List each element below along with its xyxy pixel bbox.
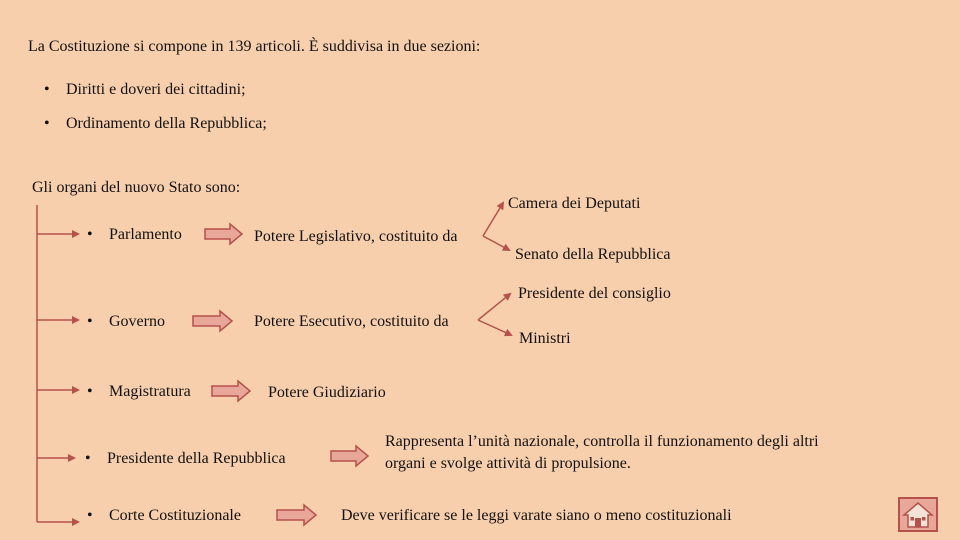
arrow-parlamento: [205, 224, 242, 244]
arrow-governo: [193, 311, 232, 331]
arrow-magistratura: [212, 381, 250, 401]
organ-label: Parlamento: [109, 226, 182, 243]
fork-parlamento-senato: [483, 236, 509, 250]
organ-magistratura: [87, 383, 191, 401]
governo-description: Potere Esecutivo, costituito da: [254, 313, 449, 330]
presidente-description-line1: Rappresenta l’unità nazionale, controlla il funzionamento degli altri: [385, 433, 819, 450]
corte-description: Deve verificare se le leggi varate siano o meno costituzionali: [341, 507, 732, 524]
home-button[interactable]: [898, 497, 938, 532]
arrow-corte: [277, 505, 316, 525]
magistratura-description: Potere Giudiziario: [268, 384, 386, 401]
section-item: [44, 115, 267, 133]
organ-parlamento: [87, 226, 182, 244]
fork-governo-presidente: [478, 294, 510, 320]
organ-label: Governo: [109, 313, 165, 330]
organ-corte: [87, 507, 241, 525]
section-item-label: Ordinamento della Repubblica;: [66, 115, 267, 132]
member-presidente-consiglio: Presidente del consiglio: [518, 285, 671, 302]
parlamento-description: Potere Legislativo, costituito da: [254, 228, 458, 245]
arrow-presidente: [331, 446, 368, 466]
home-icon: [900, 499, 936, 530]
presidente-description-line2: organi e svolge attività di propulsione.: [385, 455, 631, 472]
organ-governo: [87, 313, 165, 331]
intro-text: La Costituzione si compone in 139 articoli. È suddivisa in due sezioni:: [28, 38, 481, 55]
fork-parlamento-camera: [483, 203, 503, 236]
organ-label: Corte Costituzionale: [109, 507, 241, 524]
member-camera: Camera dei Deputati: [508, 195, 641, 212]
member-senato: Senato della Repubblica: [515, 246, 671, 263]
member-ministri: Ministri: [519, 330, 571, 347]
section-item: [44, 81, 246, 99]
fork-governo-ministri: [478, 320, 511, 335]
organ-label: Magistratura: [109, 383, 191, 400]
organs-heading: Gli organi del nuovo Stato sono:: [32, 179, 241, 196]
organ-presidente: [85, 450, 286, 468]
section-item-label: Diritti e doveri dei cittadini;: [66, 81, 246, 98]
organ-label: Presidente della Repubblica: [107, 450, 286, 467]
